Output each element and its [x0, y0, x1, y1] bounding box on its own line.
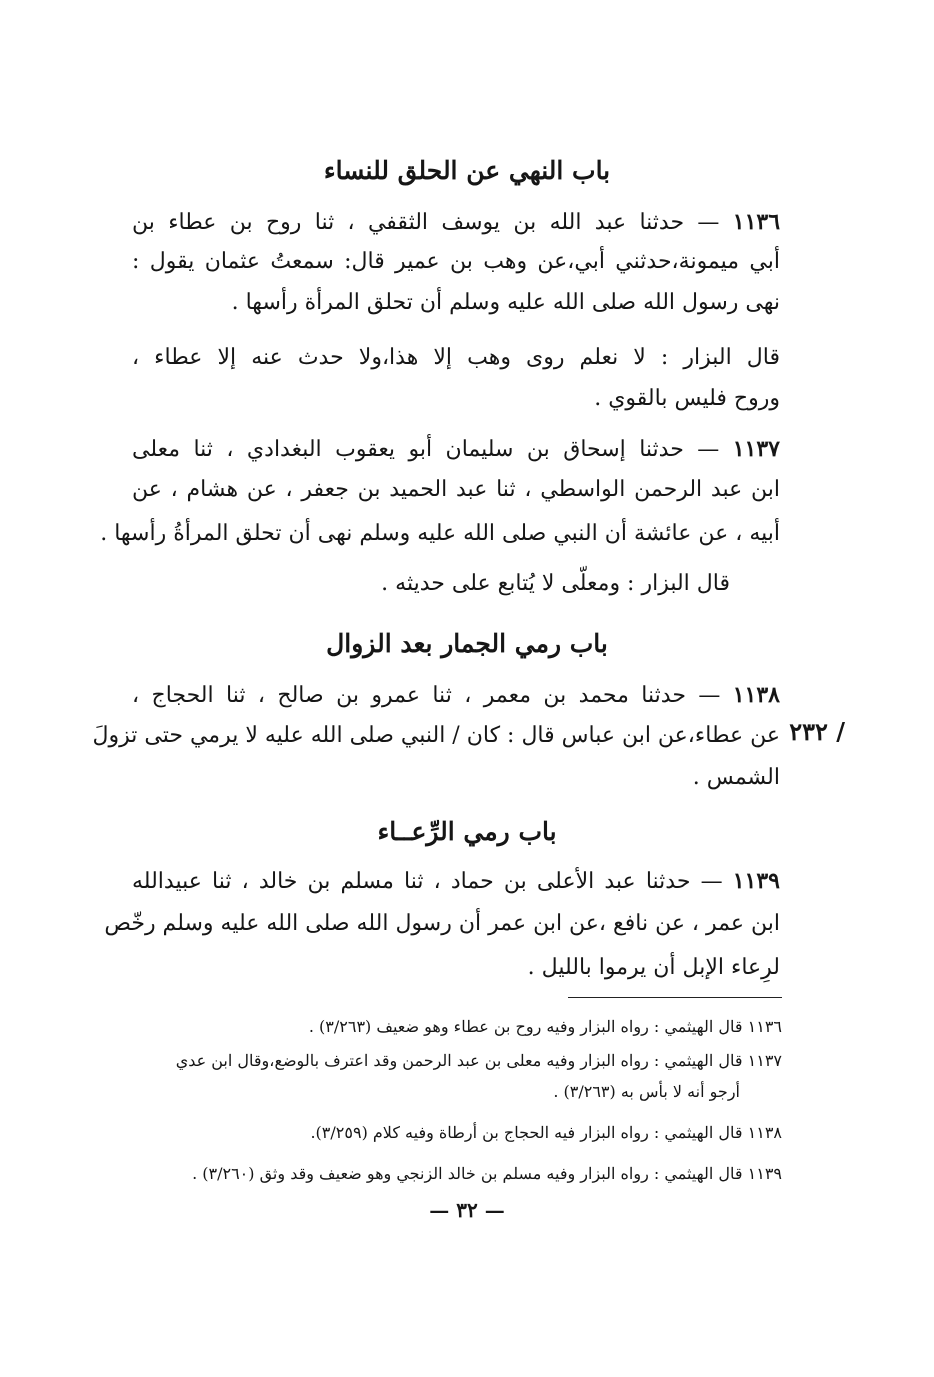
- hadith-text: — حدثنا محمد بن معمر ، ثنا عمرو بن صالح ، ثنا الحجاج ،: [132, 683, 721, 708]
- margin-page-reference: ٢٣٢ /: [789, 717, 845, 746]
- hadith-text: — حدثنا عبد الله بن يوسف الثقفي ، ثنا روح بن عطاء بن: [132, 210, 720, 235]
- footnote-1137-line-2: أرجو أنه لا بأس به (٣/٢٦٣) .: [553, 1082, 740, 1101]
- hadith-text: — حدثنا إسحاق بن سليمان أبو يعقوب البغدادي ، ثنا معلى: [132, 437, 720, 462]
- bazzar-comment-1137: قال البزار : ومعلّى لا يُتابع على حديثه .: [381, 571, 730, 596]
- chapter-heading-shaving: باب النهي عن الحلق للنساء: [323, 156, 611, 185]
- hadith-text: — حدثنا عبد الأعلى بن حماد ، ثنا مسلم بن خالد ، ثنا عبيدالله: [132, 869, 723, 894]
- hadith-number: ١١٣٦: [732, 209, 781, 235]
- hadith-number: ١١٣٩: [732, 868, 780, 894]
- hadith-1137-line-2: ابن عبد الرحمن الواسطي ، ثنا عبد الحميد بن جعفر ، عن هشام ، عن: [132, 477, 780, 502]
- chapter-heading-stoning-after-noon: باب رمي الجمار بعد الزوال: [326, 629, 608, 658]
- hadith-1138-line-2: عن عطاء،عن ابن عباس قال : كان / النبي صلى الله عليه لا يرمي حتى تزولَ: [92, 723, 780, 748]
- hadith-1136-line-1: [132, 204, 780, 241]
- bazzar-comment-1136-line-2: وروح فليس بالقوي .: [594, 386, 780, 411]
- footnote-separator: [568, 997, 782, 998]
- footnote-1137-line-1: ١١٣٧ قال الهيثمي : رواه البزار وفيه معلى بن عبد الرحمن وقد اعترف بالوضع،وقال ابن عدي: [175, 1051, 782, 1070]
- footnote-1138: ١١٣٨ قال الهيثمي : رواه البزار فيه الحجاج بن أرطاة وفيه كلام (٣/٢٥٩).: [310, 1123, 782, 1142]
- hadith-number: ١١٣٧: [732, 436, 780, 462]
- hadith-1137-line-3: أبيه ، عن عائشة أن النبي صلى الله عليه وسلم نهى أن تحلق المرأةُ رأسها .: [100, 521, 780, 546]
- hadith-1138-line-1: [132, 677, 780, 714]
- chapter-heading-herders: باب رمي الرِّعــاء: [377, 817, 557, 846]
- hadith-1137-line-1: [132, 431, 780, 468]
- footnote-1136: ١١٣٦ قال الهيثمي : رواه البزار وفيه روح بن عطاء وهو ضعيف (٣/٢٦٣) .: [308, 1017, 782, 1036]
- hadith-1139-line-3: لرِعاء الإبل أن يرموا بالليل .: [527, 955, 780, 980]
- bazzar-comment-1136-line-1: قال البزار : لا نعلم روى وهب إلا هذا،ولا حدث عنه إلا عطاء ،: [132, 345, 780, 370]
- hadith-1139-line-1: [132, 863, 780, 900]
- hadith-1136-line-2: أبي ميمونة،حدثني أبي،عن وهب بن عمير قال: سمعتُ عثمان يقول :: [132, 249, 780, 274]
- hadith-number: ١١٣٨: [732, 682, 780, 708]
- hadith-1138-line-3: الشمس .: [692, 765, 780, 790]
- hadith-1136-line-3: نهى رسول الله صلى الله عليه وسلم أن تحلق المرأة رأسها .: [231, 290, 780, 315]
- page-number: — ٣٢ —: [429, 1198, 505, 1222]
- hadith-1139-line-2: ابن عمر ، عن نافع ،عن ابن عمر أن رسول الله صلى الله عليه وسلم رخّص: [104, 911, 780, 936]
- footnote-1139: ١١٣٩ قال الهيثمي : رواه البزار وفيه مسلم بن خالد الزنجي وهو ضعيف وقد وثق (٣/٢٦٠) .: [192, 1164, 782, 1183]
